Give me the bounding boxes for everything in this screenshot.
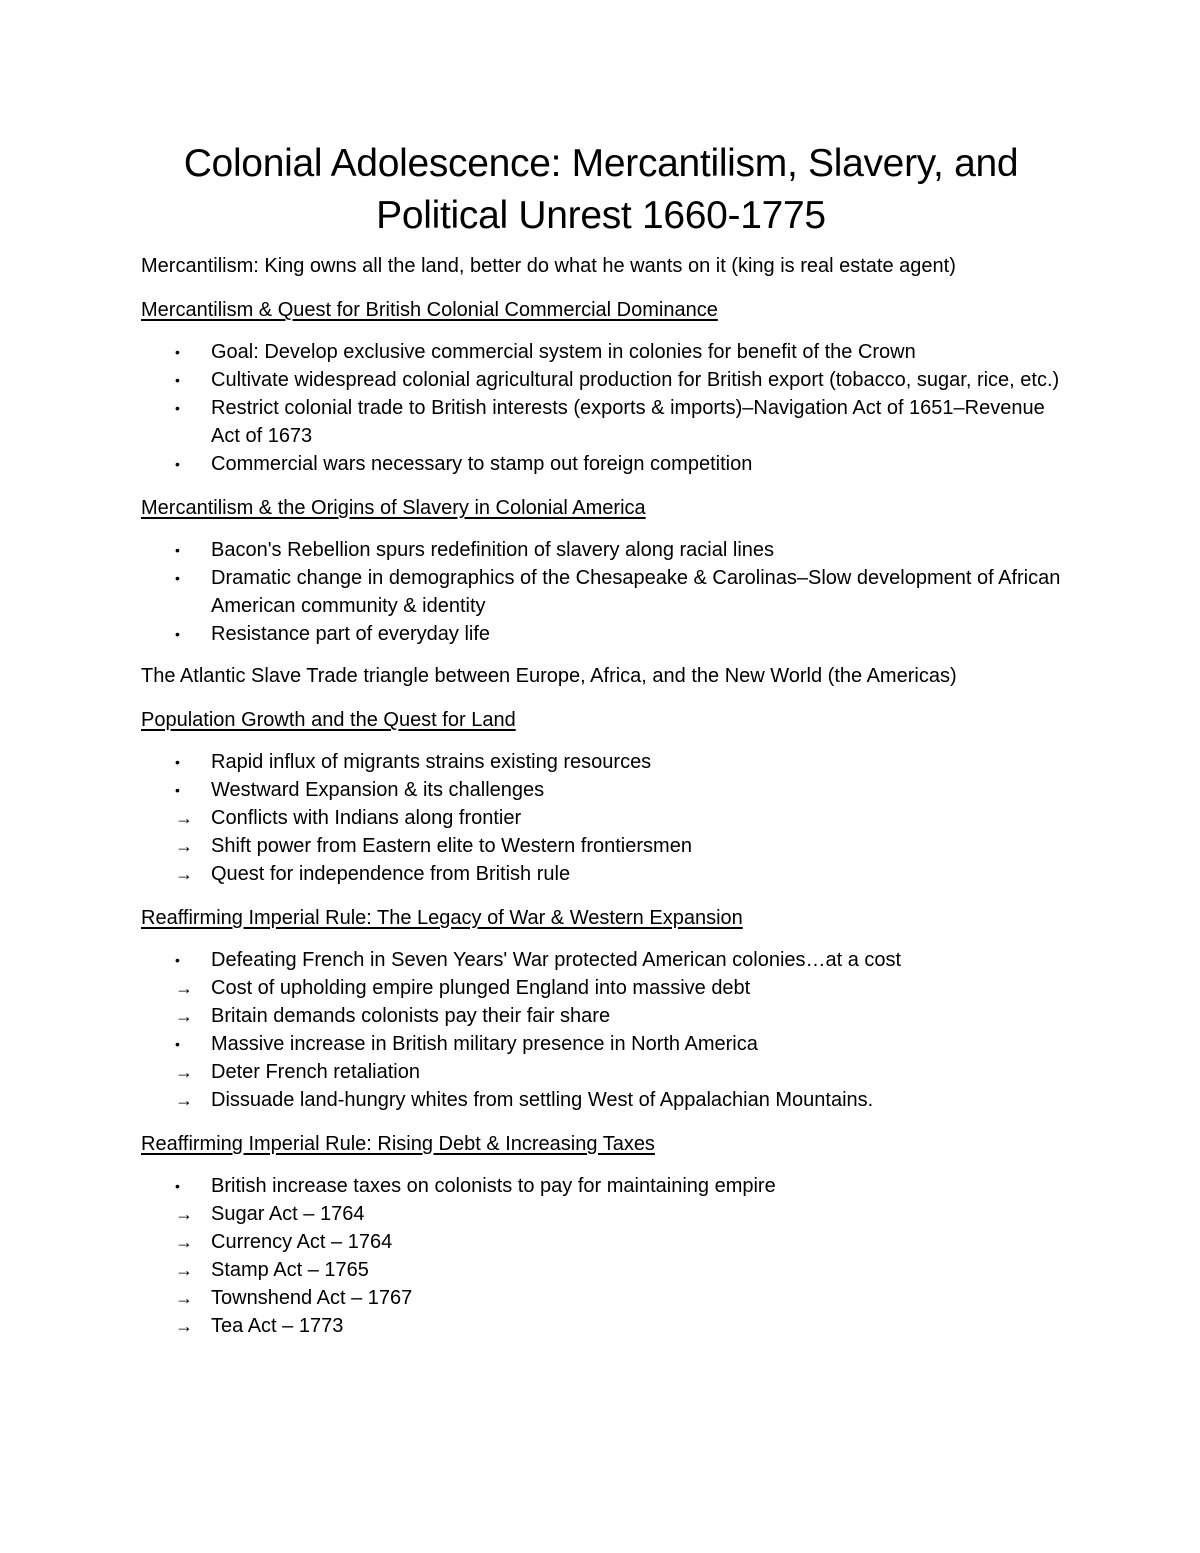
- list-item-text: Dramatic change in demographics of the Chesapeake & Carolinas–Slow development of African American community & identity: [211, 567, 1061, 617]
- arrow-icon: →: [175, 836, 193, 856]
- section-heading: Mercantilism & the Origins of Slavery in Colonial America: [141, 497, 646, 519]
- list-item-text: Britain demands colonists pay their fair share: [211, 1005, 611, 1027]
- arrow-icon: →: [175, 1316, 193, 1336]
- list-item-text: Stamp Act – 1765: [211, 1259, 369, 1281]
- bullet-list-item: [141, 946, 1061, 974]
- arrow-list-item: [141, 804, 1061, 832]
- bullet-list-item: [141, 1030, 1061, 1058]
- section-heading: Reaffirming Imperial Rule: The Legacy of War & Western Expansion: [141, 907, 743, 929]
- section-heading: Mercantilism & Quest for British Colonial Commercial Dominance: [141, 299, 718, 321]
- bullet-list-item: [141, 450, 1061, 478]
- list-item-text: Westward Expansion & its challenges: [211, 779, 545, 801]
- list-item-text: Currency Act – 1764: [211, 1231, 393, 1253]
- list-item-text: Dissuade land-hungry whites from settling West of Appalachian Mountains.: [211, 1089, 874, 1111]
- list-item-text: Cultivate widespread colonial agricultural production for British export (tobacco, sugar, rice, etc.): [211, 369, 1060, 391]
- bullet-list-item: [141, 536, 1061, 564]
- bullet-icon: •: [175, 344, 180, 360]
- list-item-text: Shift power from Eastern elite to Western frontiersmen: [211, 835, 692, 857]
- section-heading: Population Growth and the Quest for Land: [141, 709, 516, 731]
- arrow-list-item: [141, 832, 1061, 860]
- bullet-icon: •: [175, 782, 180, 798]
- list-item-text: Deter French retaliation: [211, 1061, 420, 1083]
- intro-paragraph: Mercantilism: King owns all the land, better do what he wants on it (king is real estate agent): [141, 255, 956, 277]
- arrow-icon: →: [175, 1090, 193, 1110]
- arrow-icon: →: [175, 808, 193, 828]
- bullet-icon: •: [175, 952, 180, 968]
- bullet-list-item: [141, 394, 1061, 450]
- bullet-list-item: [141, 748, 1061, 776]
- arrow-icon: →: [175, 1232, 193, 1252]
- section-list: [141, 338, 1061, 478]
- arrow-list-item: [141, 974, 1061, 1002]
- sections-container: [141, 296, 1061, 1340]
- section-note: The Atlantic Slave Trade triangle between Europe, Africa, and the New World (the Americas): [141, 665, 957, 687]
- bullet-list-item: [141, 564, 1061, 620]
- arrow-list-item: [141, 1058, 1061, 1086]
- list-item-text: Rapid influx of migrants strains existing resources: [211, 751, 652, 773]
- list-item-text: British increase taxes on colonists to pay for maintaining empire: [211, 1175, 776, 1197]
- bullet-icon: •: [175, 542, 180, 558]
- section-list: [141, 748, 1061, 888]
- document-title: [141, 138, 1061, 242]
- arrow-list-item: [141, 1002, 1061, 1030]
- list-item-text: Massive increase in British military presence in North America: [211, 1033, 758, 1055]
- bullet-list-item: [141, 1172, 1061, 1200]
- arrow-icon: →: [175, 1062, 193, 1082]
- list-item-text: Goal: Develop exclusive commercial system in colonies for benefit of the Crown: [211, 341, 916, 363]
- list-item-text: Bacon's Rebellion spurs redefinition of slavery along racial lines: [211, 539, 775, 561]
- arrow-icon: →: [175, 978, 193, 998]
- arrow-list-item: [141, 1256, 1061, 1284]
- list-item-text: Quest for independence from British rule: [211, 863, 571, 885]
- bullet-icon: •: [175, 754, 180, 770]
- bullet-icon: •: [175, 570, 180, 586]
- arrow-icon: →: [175, 864, 193, 884]
- title-line-1: Colonial Adolescence: Mercantilism, Slavery, and: [183, 142, 1019, 185]
- section-heading: Reaffirming Imperial Rule: Rising Debt & Increasing Taxes: [141, 1133, 655, 1155]
- list-item-text: Tea Act – 1773: [211, 1315, 344, 1337]
- list-item-text: Resistance part of everyday life: [211, 623, 491, 645]
- arrow-list-item: [141, 1284, 1061, 1312]
- title-line-2: Political Unrest 1660-1775: [376, 194, 826, 237]
- list-item-text: Townshend Act – 1767: [211, 1287, 413, 1309]
- bullet-icon: •: [175, 626, 180, 642]
- list-item-text: Sugar Act – 1764: [211, 1203, 365, 1225]
- arrow-list-item: [141, 1200, 1061, 1228]
- bullet-icon: •: [175, 456, 180, 472]
- list-item-text: Defeating French in Seven Years' War protected American colonies…at a cost: [211, 949, 902, 971]
- list-item-text: Commercial wars necessary to stamp out foreign competition: [211, 453, 753, 475]
- section-list: [141, 1172, 1061, 1340]
- bullet-icon: •: [175, 1036, 180, 1052]
- bullet-list-item: [141, 776, 1061, 804]
- arrow-icon: →: [175, 1260, 193, 1280]
- arrow-icon: →: [175, 1006, 193, 1026]
- bullet-list-item: [141, 366, 1061, 394]
- bullet-list-item: [141, 620, 1061, 648]
- arrow-list-item: [141, 1228, 1061, 1256]
- list-item-text: Conflicts with Indians along frontier: [211, 807, 522, 829]
- list-item-text: Cost of upholding empire plunged England into massive debt: [211, 977, 751, 999]
- section-list: [141, 536, 1061, 648]
- arrow-icon: →: [175, 1288, 193, 1308]
- arrow-icon: →: [175, 1204, 193, 1224]
- bullet-icon: •: [175, 372, 180, 388]
- bullet-icon: •: [175, 1178, 180, 1194]
- document-page: [141, 138, 1061, 1340]
- arrow-list-item: [141, 860, 1061, 888]
- bullet-icon: •: [175, 400, 180, 416]
- bullet-list-item: [141, 338, 1061, 366]
- list-item-text: Restrict colonial trade to British interests (exports & imports)–Navigation Act of 1651–Revenue Act of 1673: [211, 397, 1045, 447]
- section-list: [141, 946, 1061, 1114]
- arrow-list-item: [141, 1312, 1061, 1340]
- arrow-list-item: [141, 1086, 1061, 1114]
